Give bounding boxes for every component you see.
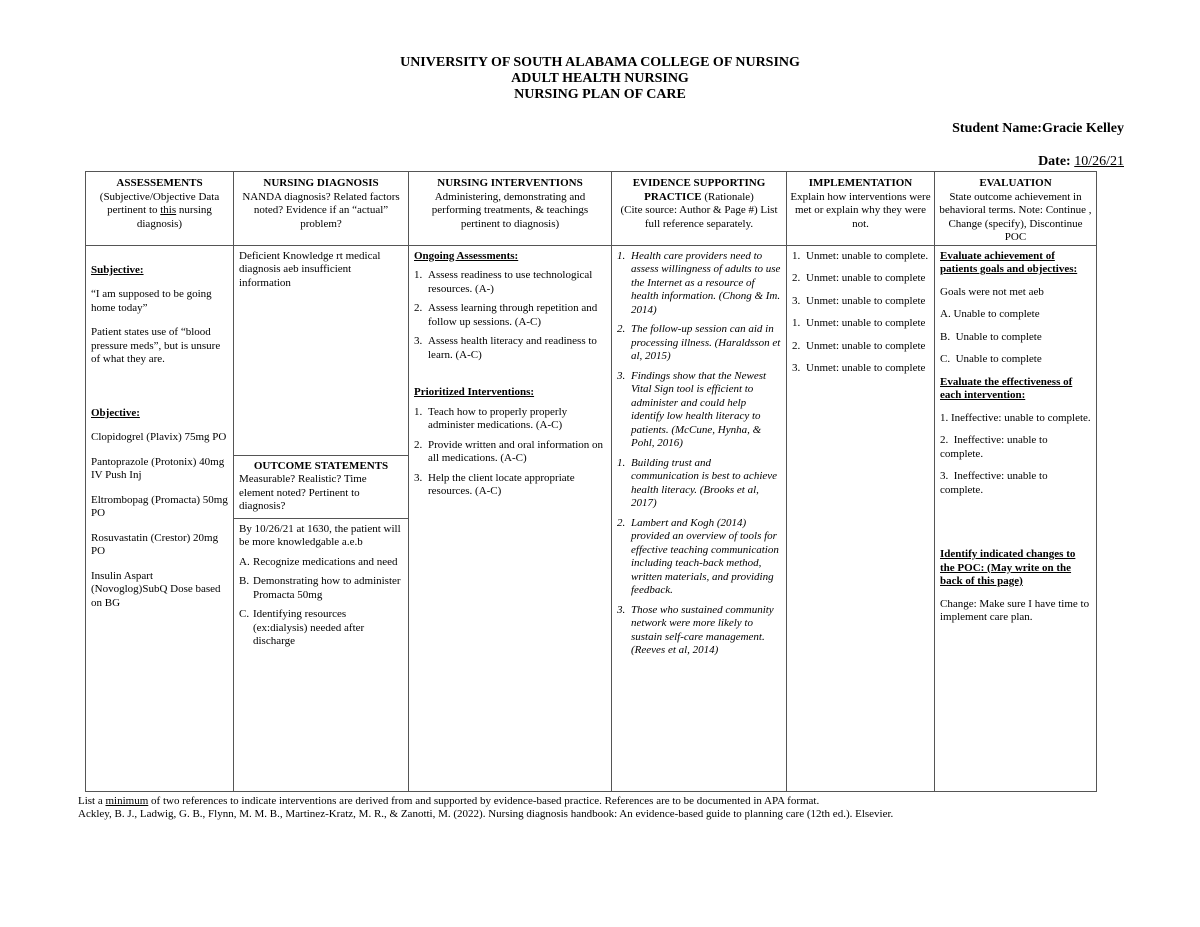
col-header-diagnosis (234, 172, 409, 246)
evidence-cell (612, 245, 787, 792)
goal-item: B. Unable to complete (940, 330, 1042, 343)
col-header-interventions (409, 172, 612, 246)
objective-item: Pantoprazole (Protonix) 40mg IV Push Inj (91, 455, 225, 481)
col-subtitle: Explain how interventions were met or explain why they were not. (790, 190, 931, 230)
implementation-cell (787, 245, 935, 792)
col-header-implementation (787, 172, 935, 246)
date-line (1038, 154, 1124, 170)
col-header-evaluation (935, 172, 1097, 246)
ongoing-assessments-label: Ongoing Assessments: (414, 249, 519, 262)
prioritized-interventions-label: Prioritized Interventions: (414, 386, 535, 398)
list-item: 1. Assess readiness to use technological resources. (A-) (414, 269, 593, 295)
list-item: 3. Unmet: unable to complete (792, 294, 926, 307)
objective-item: Clopidogrel (Plavix) 75mg PO (91, 431, 227, 443)
outcome-statements-header (234, 455, 408, 518)
col-subtitle: Administering, demonstrating and performing treatments, & teachings pertinent to diagnosis) (431, 190, 589, 230)
list-item: 1. Teach how to properly properly administer medications. (A-C) (414, 405, 568, 431)
col-title: NURSING INTERVENTIONS (437, 177, 583, 189)
goal-item: A. Unable to complete (940, 308, 1040, 320)
col-header-assessments (86, 172, 234, 246)
col-title: NURSING DIAGNOSIS (263, 177, 379, 189)
objective-item: Rosuvastatin (Crestor) 20mg PO (91, 531, 219, 557)
student-name (952, 121, 1124, 137)
col-subtitle: State outcome achievement in behavioral terms. Note: Continue , Change (specify), Discontinue POC (939, 190, 1092, 243)
col-title: ASSESSEMENTS (116, 177, 203, 189)
outcome-subtitle: Measurable? Realistic? Time element noted? Pertinent to diagnosis? (239, 473, 367, 512)
subjective-item: Patient states use of “blood pressure meds”, but is unsure of what they are. (91, 326, 221, 365)
nursing-diagnosis-text: Deficient Knowledge rt medical diagnosis aeb insufficient information (239, 249, 381, 289)
student-name-label: Student Name: (952, 121, 1042, 136)
col-subtitle: NANDA diagnosis? Related factors noted? Evidence if an “actual” problem? (242, 190, 400, 230)
footer-instruction: List a minimum of two references to indicate interventions are derived from and supported by evidence-based practice. References are to be documented in APA format. (78, 795, 820, 807)
prioritized-list (414, 406, 606, 499)
interventions-cell (409, 245, 612, 792)
implementation-list (792, 250, 929, 376)
list-item: 1. Unmet: unable to complete. (792, 249, 929, 262)
footer-references (78, 795, 893, 821)
assessment-cell (86, 245, 234, 792)
ongoing-list (414, 269, 606, 362)
col-title: IMPLEMENTATION (808, 177, 913, 189)
col-title: EVALUATION (979, 177, 1052, 189)
list-item: 1. Building trust and communication is best to achieve health literacy. (Brooks et al, 2017) (617, 456, 778, 509)
list-item: 3. Help the client locate appropriate resources. (A-C) (414, 471, 575, 497)
list-item: C. Identifying resources (ex:dialysis) needed after discharge (239, 608, 365, 647)
date-value: 10/26/21 (1074, 154, 1124, 169)
table-header-row (86, 172, 1097, 246)
header-document-title: NURSING PLAN OF CARE (514, 87, 686, 102)
evaluate-effectiveness-label: Evaluate the effectiveness of each intervention: (940, 375, 1073, 401)
col-subtitle: (Cite source: Author & Page #) List full reference separately. (620, 204, 778, 230)
date-label: Date: (1038, 154, 1071, 169)
list-item: 3. Unmet: unable to complete (792, 362, 926, 374)
outcome-intro: By 10/26/21 at 1630, the patient will be more knowledgable a.e.b (239, 522, 401, 548)
outcome-title: OUTCOME STATEMENTS (253, 459, 389, 472)
list-item: 3. Findings show that the Newest Vital Sign tool is efficient to administer and could help identify low health literacy to patients. (McCune, Hynha, & Pohl, 2016) (617, 369, 767, 449)
student-name-value: Gracie Kelley (1041, 121, 1124, 136)
care-plan-table (85, 171, 1097, 792)
list-item: B. Demonstrating how to administer Promacta 50mg (239, 575, 401, 601)
header-university: UNIVERSITY OF SOUTH ALABAMA COLLEGE OF NURSING (400, 55, 800, 70)
objective-label: Objective: (91, 406, 140, 419)
list-item: 2. Unmet: unable to complete (792, 272, 926, 284)
list-item: 3. Assess health literacy and readiness to learn. (A-C) (414, 335, 597, 361)
list-item: 1. Health care providers need to assess willingness of adults to use the Internet as a resource of health information. (Chong & Im. 2014) (617, 249, 781, 316)
evaluation-cell (935, 245, 1097, 792)
evidence-list (617, 250, 781, 658)
list-item: 2. Unmet: unable to complete (792, 339, 926, 352)
evaluate-goals-label: Evaluate achievement of patients goals and objectives: (940, 249, 1078, 275)
goals-text: Goals were not met aeb (940, 285, 1044, 298)
table-body-row (86, 245, 1097, 792)
list-item: 2. Lambert and Kogh (2014) provided an overview of tools for effective teaching communication including teach-back method, written materials, and providing feedback. (617, 516, 779, 596)
list-item: 2. The follow-up session can aid in processing illness. (Haraldsson et al, 2015) (617, 323, 781, 362)
effect-item: 1. Ineffective: unable to complete. (940, 411, 1091, 424)
identify-changes-label: Identify indicated changes to the POC: (May write on the back of this page) (940, 548, 1076, 587)
header-course: ADULT HEALTH NURSING (511, 71, 689, 86)
col-title: EVIDENCE SUPPORTING PRACTICE (Rationale) (632, 177, 766, 203)
changes-text: Change: Make sure I have time to implement care plan. (940, 597, 1090, 623)
outcome-statements-body (234, 518, 408, 653)
col-subtitle: (Subjective/Objective Data pertinent to this nursing diagnosis) (99, 190, 220, 230)
list-item: 2. Assess learning through repetition and follow up sessions. (A-C) (414, 302, 598, 328)
effect-item: 3. Ineffective: unable to complete. (940, 470, 1048, 496)
list-item: 3. Those who sustained community network were more likely to sustain self-care management. (Reeves et al, 2014) (617, 603, 774, 656)
goal-item: C. Unable to complete (940, 353, 1042, 365)
subjective-item: “I am supposed to be going home today” (91, 288, 212, 314)
list-item: A. Recognize medications and need (239, 555, 398, 568)
diagnosis-cell (234, 245, 409, 792)
objective-item: Insulin Aspart (Novoglog)SubQ Dose based on BG (91, 569, 221, 609)
list-item: 2. Provide written and oral information on all medications. (A-C) (414, 438, 604, 464)
outcome-list (239, 556, 403, 649)
col-header-evidence (612, 172, 787, 246)
footer-citation: Ackley, B. J., Ladwig, G. B., Flynn, M. M. B., Martinez-Kratz, M. R., & Zanotti, M. (2022). Nursing diagnosis handbook: An evidence-based guide to planning care (12th ed.). Elsevier. (78, 808, 894, 820)
effect-item: 2. Ineffective: unable to complete. (940, 434, 1048, 460)
subjective-label: Subjective: (91, 263, 144, 276)
list-item: 1. Unmet: unable to complete (792, 317, 926, 329)
objective-item: Eltrombopag (Promacta) 50mg PO (91, 493, 228, 519)
